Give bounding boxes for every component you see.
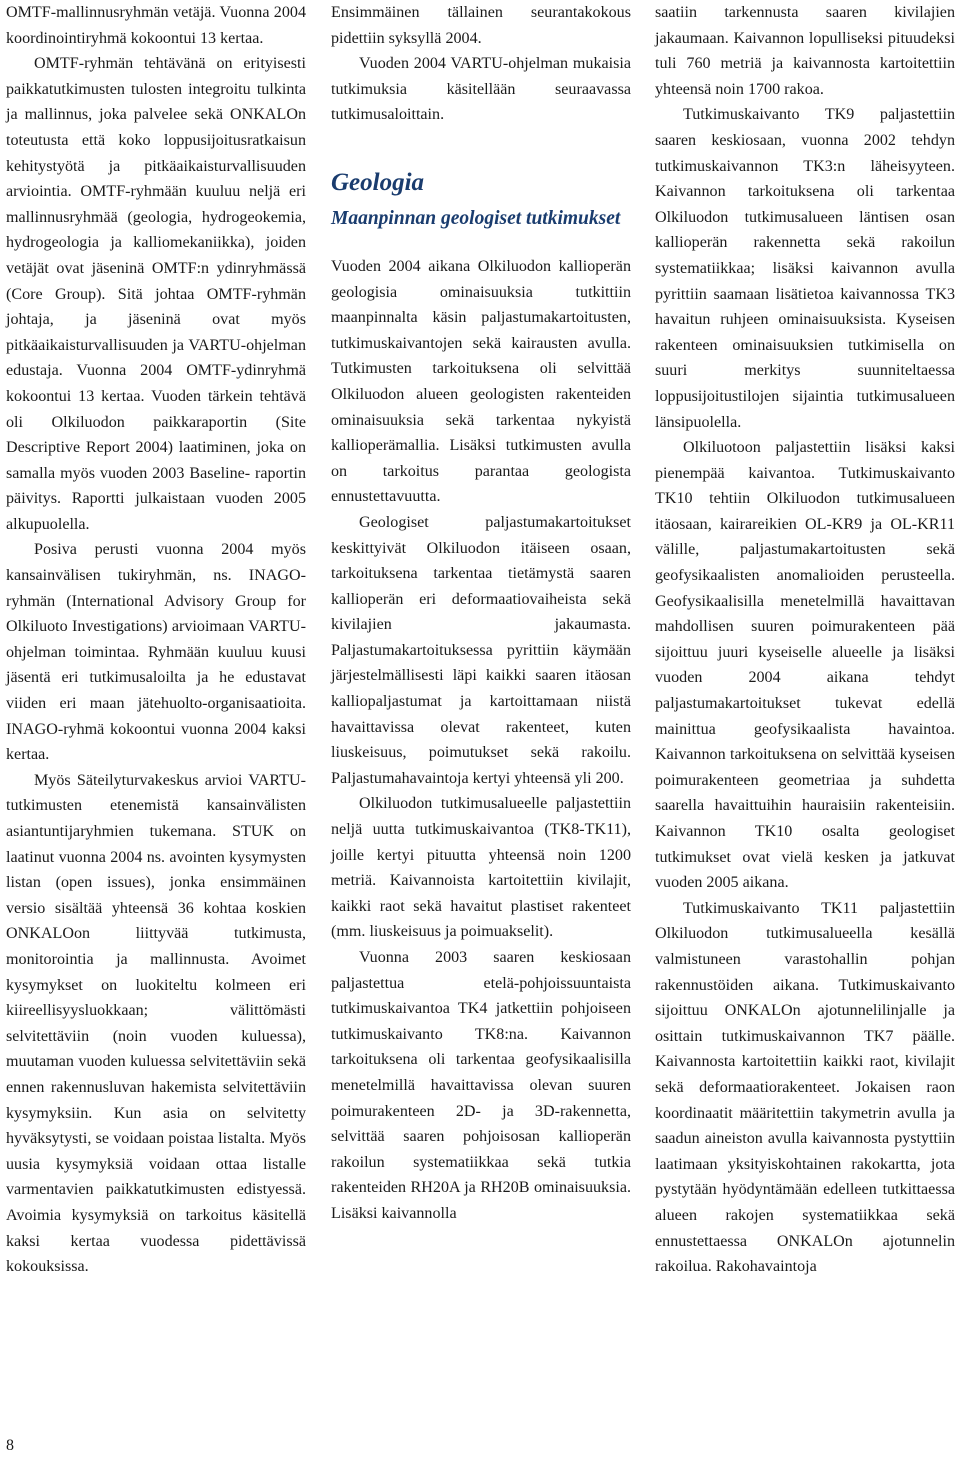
paragraph: Olkiluodon tutkimusalueelle paljastettiin neljä uutta tutkimuskaivantoa (TK8-TK11), joille kertyi pituutta yhteensä noin 1200 metriä. Kaivannoista kartoitettiin kivilajit, kaikki raot sekä havaitut plastiset rakenteet (mm. liuskeisuus ja poimuakselit). [331,795,631,941]
paragraph: Geologiset paljastumakartoitukset keskittyivät Olkiluodon itäiseen osaan, tarkoituksena tarkentaa tietämystä saaren kallioperän eri deformaatiovaiheista sekä kivilajien jakaumasta. Paljastumakartoituksessa pyrittiin käymään järjestelmällisesti läpi kaikki saaren itäosan kalliopaljastumat ja kartoittamaan niistä havaittavissa olevat rakenteet, kuten liuskeisuus, poimutukset sekä rakoilu. Paljastumahavaintoja kertyi yhteensä yli 200. [331,513,631,787]
text-column-2 [331,0,631,1227]
paragraph: Myös Säteilyturvakeskus arvioi VARTU-tutkimusten etenemistä kansainvälisten asiantuntijaryhmien tukemana. STUK on laatinut vuonna 2004 ns. avointen kysymysten listan (open issues), jonka ensimmäinen versio sisältää yhteensä 36 kohtaa koskien ONKALOon liittyvää tutkimusta, monitorointia ja mallinnusta. Avoimet kysymykset on luokiteltu kolmeen eri kiireellisyysluokkaan; välittömästi selvitettäviin (noin vuoden kuluessa), muutaman vuoden kuluessa selvitettäviin sekä ennen rakennusluvan hakemista selvitettäviin kysymyksiin. Kun asia on selvitetty hyväksytysti, se voidaan poistaa listalta. Myös uusia kysymyksiä voidaan ottaa listalle varmentavien paikkatutkimusten edistyessä. Avoimia kysymyksiä on tarkoitus käsitellä kaksi kertaa vuodessa pidettävissä kokouksissa. [6,771,306,1276]
paragraph: Olkiluotoon paljastettiin lisäksi kaksi pienempää kaivantoa. Tutkimuskaivanto TK10 tehtiin Olkiluodon tutkimusalueen itäosaan, kairareikien OL-KR9 ja OL-KR11 välille, paljastumakartoitusten sekä geofysikaalisten anomalioiden perusteella. Geofysikaalisilla menetelmillä havaittavan mahdollisen suuren poimurakenteen pää sijoittuu juuri kyseiselle alueelle ja lisäksi vuoden 2004 aikana tehdyt paljastumakartoitukset tukevat edellä mainittua geofysikaalista havaintoa. Kaivannon tarkoituksena on selvittää kyseisen poimurakenteen geometriaa ja suhdetta saarella havaittuihin hauraisiin rakenteisiin. Kaivannon TK10 osalta geologiset tutkimukset ovat vielä kesken ja jatkuvat vuoden 2005 aikana. [655,439,955,892]
paragraph: Vuoden 2004 aikana Olkiluodon kallioperän geologisia ominaisuuksia tutkittiin maanpinnalta käsin paljastumakartoitusten, tutkimuskaivantojen sekä kairausten avulla. Tutkimusten tarkoituksena oli selvittää Olkiluodon alueen geologisten rakenteiden ominaisuuksia sekä tarkentaa nykyistä kallioperämallia. Lisäksi tutkimusten avulla on tarkoitus parantaa geologista ennustettavuutta. [331,257,631,506]
text-column-1 [6,0,306,1280]
paragraph: OMTF-ryhmän tehtävänä on erityisesti paikkatutkimusten tulosten integroitu tulkinta ja mallinnus, joka palvelee sekä ONKALOn toteutusta että koko loppusijoitusratkaisun kehitystyötä ja pitkäaikaisturvallisuuden arviointia. OMTF-ryhmään kuuluu neljä eri mallinnusryhmää (geologia, hydrogeokemia, hydrogeologia ja kalliomekaniikka), joiden vetäjät ovat jäseninä OMTF:n ydinryhmässä (Core Group). Sitä johtaa OMTF-ryhmän johtaja, ja jäseninä ovat myös pitkäaikaisturvallisuuden ja VARTU-ohjelman edustaja. Vuonna 2004 OMTF-ydinryhmä kokoontui 13 kertaa. Vuoden tärkein tehtävä oli Olkiluodon paikkaraportin (Site Descriptive Report 2004) laatiminen, joka on samalla myös vuoden 2003 Baseline- raportin päivitys. Raportti julkaistaan vuoden 2005 alkupuolella. [6,55,306,533]
paragraph: Posiva perusti vuonna 2004 myös kansainvälisen tukiryhmän, ns. INAGO-ryhmän (International Advisory Group for Olkiluoto Investigations) arvioimaan VARTU-ohjelman toimintaa. Ryhmään kuuluu kuusi jäsentä eri tutkimusaloilta ja he edustavat viiden eri maan jätehuolto-organisaatioita. INAGO-ryhmä kokoontui vuonna 2004 kaksi kertaa. [6,541,306,764]
subsection-heading: Maanpinnan geologiset tutkimukset [331,207,621,229]
paragraph: Tutkimuskaivanto TK11 paljastettiin Olkiluodon tutkimusalueella kesällä valmistuneen varastohallin pohjan rakennustöiden aikana. Tutkimuskaivanto sijoittuu ONKALOn ajotunnelilinjalle ja osittain tutkimuskaivannon TK7 päälle. Kaivannosta kartoitettiin kaikki raot, kivilajit sekä deformaatiorakenteet. Jokaisen raon koordinaatit määritettiin takymetrin avulla ja saadun aineiston avulla kaivannosta pystyttiin laatimaan yksityiskohtainen rakokartta, jota pystytään hyödyntämään edelleen tutkittaessa alueen rakojen systematiikkaa sekä ennustettaessa ONKALOn ajotunnelin rakoilua. Rakohavaintoja [655,899,955,1276]
paragraph: Ensimmäinen tällainen seurantakokous pidettiin syksyllä 2004. [331,4,631,47]
paragraph: OMTF-mallinnusryhmän vetäjä. Vuonna 2004 koordinointiryhmä kokoontui 13 kertaa. [6,4,306,47]
paragraph: Vuoden 2004 VARTU-ohjelman mukaisia tutkimuksia käsitellään seuraavassa tutkimusaloittain. [331,55,631,124]
paragraph: saatiin tarkennusta saaren kivilajien jakaumaan. Kaivannon lopulliseksi pituudeksi tuli 760 metriä ja kaivannosta kartoitettiin yhteensä noin 1700 rakoa. [655,4,955,98]
section-heading: Geologia [331,168,425,196]
paragraph: Tutkimuskaivanto TK9 paljastettiin saaren keskiosaan, vuonna 2002 tehdyn tutkimuskaivannon TK3:n läheisyyteen. Kaivannon tarkoituksena oli tarkentaa Olkiluodon tutkimusalueen läntisen osan kallioperän rakennetta sekä rakoilun systematiikkaa; lisäksi kaivannon avulla pyrittiin saamaan lisätietoa kaivannossa TK3 havaitun ruhjeen ominaisuuksista. Kyseisen rakenteen ominaisuuksien tutkimisella on suuri merkitys suunniteltaessa loppusijoitustilojen sijaintia tutkimusalueen länsipuolella. [655,106,955,431]
paragraph: Vuonna 2003 saaren keskiosaan paljastettua etelä-pohjoissuuntaista tutkimuskaivantoa TK4 jatkettiin pohjoiseen tutkimuskaivanto TK8:na. Kaivannon tarkoituksena oli tarkentaa geofysikaalisilla menetelmillä havaittavissa olevan suuren poimurakenteen 2D- ja 3D-rakennetta, selvittää saaren pohjoisosan kallioperän rakoilun systematiikkaa sekä tutkia rakenteiden RH20A ja RH20B ominaisuuksia. Lisäksi kaivannolla [331,949,631,1222]
page-number: 8 [6,1437,14,1454]
text-column-3 [655,0,955,1280]
